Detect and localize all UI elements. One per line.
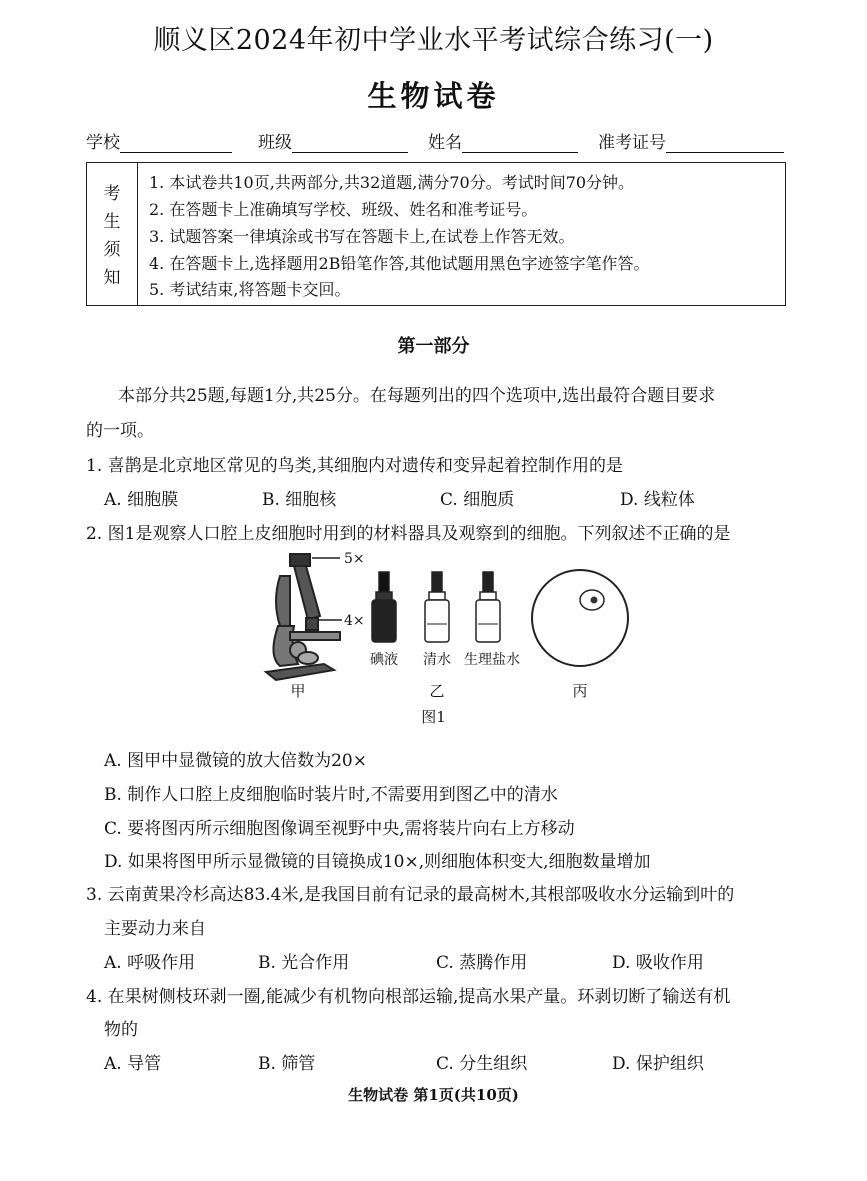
figure-part-label-yi: 乙: [429, 682, 445, 700]
figure-caption: 图1: [421, 708, 446, 726]
notice-item: 4. 在答题卡上,选择题用2B铅笔作答,其他试题用黑色字迹签字笔作答。: [149, 254, 650, 273]
figure-part-label-bing: 丙: [572, 682, 588, 700]
name-label: 姓名: [428, 133, 462, 153]
page-footer: 生物试卷 第1页(共10页): [348, 1086, 519, 1104]
class-label: 班级: [258, 133, 292, 153]
figure-part-label-jia: 甲: [290, 682, 306, 700]
question-3-option-c[interactable]: C. 蒸腾作用: [436, 953, 528, 973]
notice-item: 3. 试题答案一律填涂或书写在答题卡上,在试卷上作答无效。: [149, 227, 575, 246]
school-blank[interactable]: [120, 133, 232, 153]
part-title: 第一部分: [397, 336, 470, 357]
question-4-option-a[interactable]: A. 导管: [104, 1054, 162, 1074]
question-1-option-d[interactable]: D. 线粒体: [620, 490, 695, 510]
question-3-stem-continued: 主要动力来自: [104, 919, 206, 939]
notice-heading-char: 知: [103, 268, 121, 288]
question-2-option-b[interactable]: B. 制作人口腔上皮细胞临时装片时,不需要用到图乙中的清水: [104, 785, 558, 805]
class-field[interactable]: [258, 128, 408, 153]
eyepiece-magnification-label: 5×: [344, 551, 365, 567]
subject-title: 生物试卷: [367, 79, 500, 113]
notice-item: 1. 本试卷共10页,共两部分,共32道题,满分70分。考试时间70分钟。: [149, 173, 635, 192]
question-3-option-b[interactable]: B. 光合作用: [258, 953, 350, 973]
question-4-option-c[interactable]: C. 分生组织: [436, 1054, 528, 1074]
exam-number-label: 准考证号: [598, 133, 666, 153]
exam-title: 顺义区2024年初中学业水平考试综合练习(一): [153, 25, 714, 56]
question-4-option-d[interactable]: D. 保护组织: [612, 1054, 704, 1074]
school-label: 学校: [86, 133, 120, 153]
question-2-stem: 2. 图1是观察人口腔上皮细胞时用到的材料器具及观察到的细胞。下列叙述不正确的是: [86, 524, 731, 544]
question-4-option-b[interactable]: B. 筛管: [258, 1054, 316, 1074]
exam-number-blank[interactable]: [666, 133, 784, 153]
notice-heading: [87, 163, 138, 305]
notice-item: 5. 考试结束,将答题卡交回。: [149, 280, 351, 299]
question-1-option-b[interactable]: B. 细胞核: [262, 490, 337, 510]
saline-label: 生理盐水: [464, 652, 520, 668]
question-3-option-d[interactable]: D. 吸收作用: [612, 953, 704, 973]
question-3-option-a[interactable]: A. 呼吸作用: [104, 953, 196, 973]
microscope-view-circle: [532, 570, 628, 666]
name-blank[interactable]: [462, 133, 578, 153]
question-2-option-d[interactable]: D. 如果将图甲所示显微镜的目镜换成10×,则细胞体积变大,细胞数量增加: [104, 852, 651, 872]
question-4-stem-continued: 物的: [104, 1020, 138, 1040]
iodine-bottle-illustration: [372, 572, 396, 642]
saline-bottle-illustration: [476, 572, 500, 642]
microscope-illustration: [266, 554, 342, 680]
figure-1: [250, 546, 630, 706]
question-4-stem: 4. 在果树侧枝环剥一圈,能减少有机物向根部运输,提高水果产量。环剥切断了输送有机: [86, 987, 731, 1007]
part-intro: 本部分共25题,每题1分,共25分。在每题列出的四个选项中,选出最符合题目要求: [118, 386, 716, 406]
notice-item: 2. 在答题卡上准确填写学校、班级、姓名和准考证号。: [149, 200, 538, 219]
notice-heading-char: 须: [103, 240, 121, 260]
question-1-stem: 1. 喜鹊是北京地区常见的鸟类,其细胞内对遗传和变异起着控制作用的是: [86, 456, 624, 476]
iodine-label: 碘液: [370, 652, 398, 668]
exam-notice-box: [86, 162, 786, 306]
water-bottle-illustration: [425, 572, 449, 642]
water-label: 清水: [423, 652, 451, 668]
cell-nucleus-shape: [591, 597, 598, 604]
question-3-stem: 3. 云南黄果冷杉高达83.4米,是我国目前有记录的最高树木,其根部吸收水分运输到叶的: [86, 885, 735, 905]
part-intro-continued: 的一项。: [86, 421, 154, 441]
name-field[interactable]: [428, 128, 578, 153]
notice-heading-char: 考: [103, 184, 121, 204]
class-blank[interactable]: [292, 133, 408, 153]
school-field[interactable]: [86, 128, 232, 153]
objective-magnification-label: 4×: [344, 613, 365, 629]
question-2-option-a[interactable]: A. 图甲中显微镜的放大倍数为20×: [104, 751, 367, 771]
student-info-row: [86, 128, 786, 154]
notice-heading-char: 生: [103, 212, 121, 232]
question-1-option-c[interactable]: C. 细胞质: [440, 490, 515, 510]
exam-number-field[interactable]: [598, 128, 784, 153]
question-2-option-c[interactable]: C. 要将图丙所示细胞图像调至视野中央,需将装片向右上方移动: [104, 819, 575, 839]
question-1-option-a[interactable]: A. 细胞膜: [104, 490, 179, 510]
